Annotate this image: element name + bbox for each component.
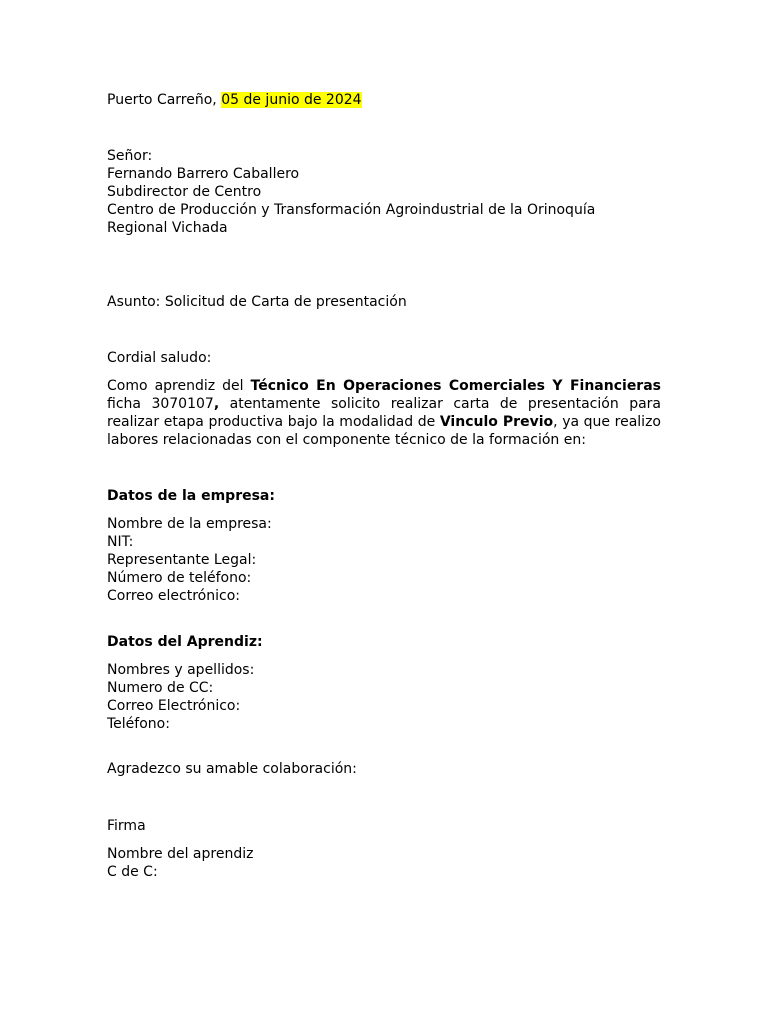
- body-comma: ,: [213, 396, 220, 412]
- apprentice-field: Numero de CC:: [107, 680, 214, 696]
- signature-label: Firma: [107, 818, 146, 834]
- modality-name: Vinculo Previo: [439, 414, 554, 430]
- company-fields: [107, 515, 661, 605]
- date-line: [107, 91, 661, 109]
- body-text-4: , ya que realizo labores relacionadas con el componente técnico de la formación en:: [107, 414, 661, 448]
- recipient-regional: Regional Vichada: [107, 220, 228, 236]
- program-name: Técnico En Operaciones Comerciales Y Financieras: [250, 378, 661, 394]
- company-heading: Datos de la empresa:: [107, 488, 275, 504]
- apprentice-field: Correo Electrónico:: [107, 698, 241, 714]
- apprentice-field: Teléfono:: [107, 716, 170, 732]
- place-text: Puerto Carreño,: [107, 92, 222, 108]
- signature-block: [107, 845, 661, 881]
- body-text-1: Como aprendiz del: [107, 378, 251, 394]
- body-paragraph: [107, 377, 661, 449]
- apprentice-heading: Datos del Aprendiz:: [107, 634, 263, 650]
- thanks-line: Agradezco su amable colaboración:: [107, 761, 357, 777]
- date-highlight: 05 de junio de 2024: [221, 92, 362, 108]
- company-field: Nombre de la empresa:: [107, 516, 272, 532]
- signature-name-label: Nombre del aprendiz: [107, 846, 254, 862]
- recipient-position: Subdirector de Centro: [107, 184, 262, 200]
- greeting: Cordial saludo:: [107, 350, 212, 366]
- salutation: Señor:: [107, 148, 153, 164]
- recipient-name: Fernando Barrero Caballero: [107, 166, 300, 182]
- body-text-3: atentamente solicito realizar carta de presentación para realizar etapa productiva bajo la modalidad de: [107, 396, 661, 430]
- apprentice-field: Nombres y apellidos:: [107, 662, 255, 678]
- company-field: NIT:: [107, 534, 134, 550]
- company-field: Representante Legal:: [107, 552, 257, 568]
- company-field: Número de teléfono:: [107, 570, 252, 586]
- subject-line: Asunto: Solicitud de Carta de presentación: [107, 294, 407, 310]
- recipient-block: [107, 147, 661, 237]
- signature-id-label: C de C:: [107, 864, 158, 880]
- apprentice-fields: [107, 661, 661, 733]
- body-text-2: ficha 3070107: [107, 396, 214, 412]
- recipient-center: Centro de Producción y Transformación Agroindustrial de la Orinoquía: [107, 202, 596, 218]
- company-field: Correo electrónico:: [107, 588, 240, 604]
